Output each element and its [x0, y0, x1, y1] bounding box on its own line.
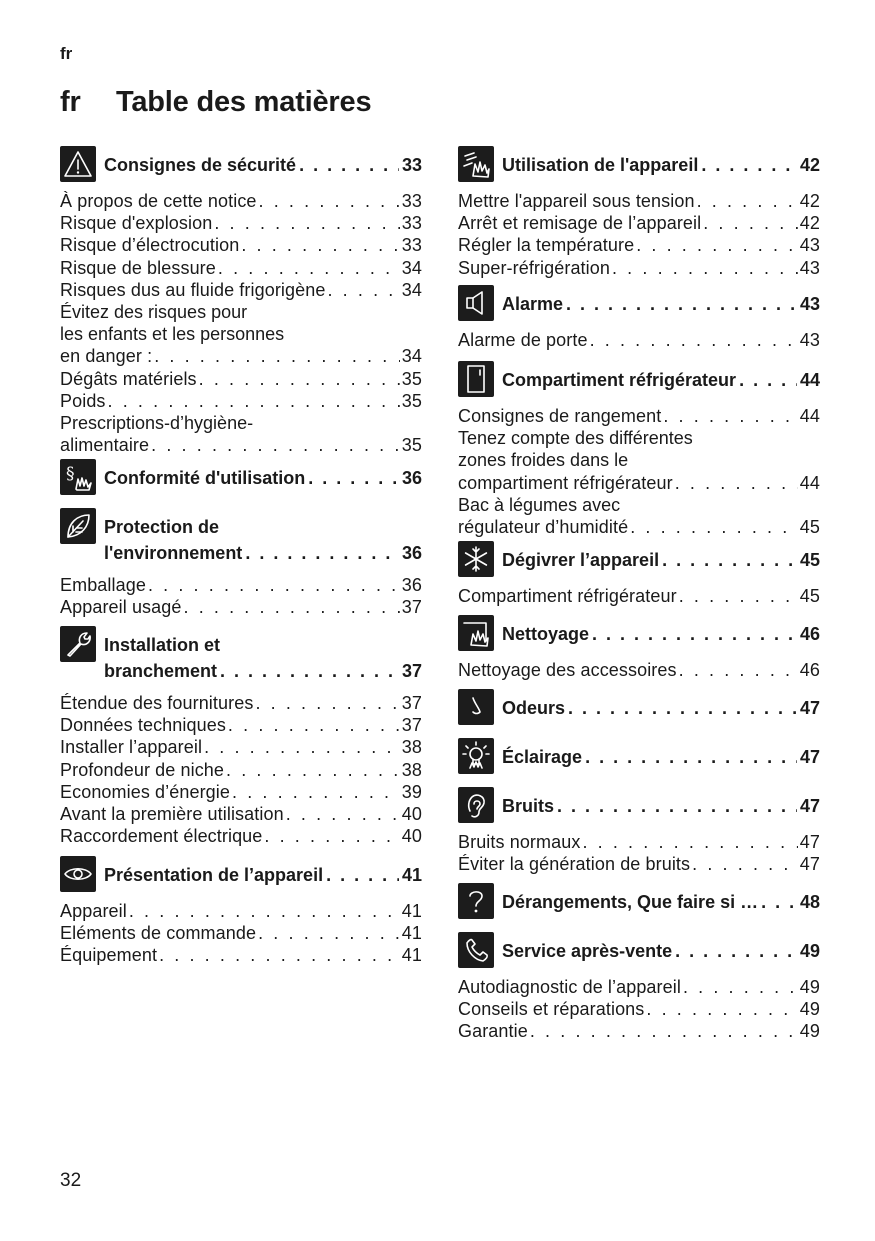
section-heading-line — [104, 465, 422, 491]
section-heading[interactable] — [458, 285, 820, 321]
dot-leader — [675, 472, 798, 494]
entry-page-number: 40 — [401, 804, 422, 825]
section-heading-text — [104, 862, 422, 888]
toc-section — [458, 738, 820, 774]
dot-leader — [264, 825, 399, 847]
section-title: Dérangements, Que faire si … — [502, 892, 759, 912]
entry-title: Éviter la génération de bruits — [458, 854, 691, 875]
dot-leader — [679, 659, 798, 681]
section-entries — [60, 900, 422, 967]
entry-page-number: 37 — [401, 715, 422, 736]
section-title: Odeurs — [502, 698, 566, 718]
toc-entry[interactable] — [60, 944, 422, 966]
dot-leader — [199, 368, 400, 390]
toc-entry[interactable] — [458, 831, 820, 853]
title-language-code: fr — [60, 86, 81, 118]
section-title: Nettoyage — [502, 624, 590, 644]
entry-title: Profondeur de niche — [60, 759, 225, 780]
section-page-number: 43 — [799, 294, 820, 314]
dot-leader — [636, 234, 798, 256]
dot-leader — [585, 744, 797, 770]
entry-title: Garantie — [458, 1021, 528, 1042]
dot-leader — [326, 862, 399, 888]
entry-page-number: 34 — [401, 346, 422, 367]
dot-leader — [679, 585, 798, 607]
leaf-icon — [60, 508, 96, 544]
toc-entry[interactable] — [60, 390, 422, 412]
section-page-number: 47 — [799, 747, 820, 767]
toc-entry[interactable] — [458, 998, 820, 1020]
dot-leader — [184, 596, 400, 618]
section-heading[interactable] — [458, 738, 820, 774]
hand-controls-icon — [458, 146, 494, 182]
entry-page-number: 44 — [799, 472, 820, 493]
cleaning-hand-icon — [458, 615, 494, 651]
entry-title: Autodiagnostic de l’appareil — [458, 977, 681, 997]
paragraph-hand-icon — [60, 459, 96, 495]
dot-leader — [697, 190, 798, 212]
section-heading[interactable] — [458, 146, 820, 182]
toc-section — [458, 932, 820, 1043]
toc-entry[interactable] — [458, 976, 820, 998]
toc-entry[interactable] — [458, 329, 820, 351]
entry-page-number: 34 — [401, 279, 422, 300]
entry-page-number: 36 — [401, 575, 422, 595]
dot-leader — [259, 190, 400, 212]
entry-page-number: 33 — [401, 191, 422, 211]
entry-page-number: 43 — [799, 235, 820, 256]
entry-title: Données techniques — [60, 715, 226, 736]
entry-page-number: 49 — [799, 999, 820, 1020]
toc-entry[interactable] — [60, 345, 422, 367]
dot-leader — [703, 212, 798, 234]
toc-section — [458, 883, 820, 919]
dot-leader — [228, 714, 400, 736]
section-heading-line — [502, 695, 820, 721]
entry-page-number: 46 — [799, 660, 820, 680]
entry-title: Risques dus au fluide frigorigène — [60, 279, 326, 300]
entry-title: Appareil usagé — [60, 597, 182, 618]
bulb-icon — [458, 738, 494, 774]
section-heading[interactable] — [458, 615, 820, 651]
toc-entry[interactable] — [60, 922, 422, 944]
entry-title: Compartiment réfrigérateur — [458, 586, 677, 606]
phone-icon — [458, 932, 494, 968]
section-page-number: 42 — [799, 155, 820, 175]
section-heading-line — [502, 938, 820, 964]
toc-section — [458, 361, 820, 538]
section-heading-text — [502, 547, 820, 573]
entry-title: Risque d’électrocution — [60, 235, 240, 256]
entry-page-number: 47 — [799, 832, 820, 852]
section-title: l'environnement — [104, 543, 243, 563]
entry-title: Mettre l'appareil sous tension — [458, 191, 695, 211]
section-heading-line — [104, 862, 422, 888]
dot-leader — [151, 434, 400, 456]
dot-leader — [204, 736, 400, 758]
section-heading-line — [502, 744, 820, 770]
entry-title-line: Tenez compte des différentes — [458, 428, 693, 449]
entry-title-line: zones froides dans le — [458, 450, 629, 471]
section-heading-text — [502, 938, 820, 964]
dot-leader — [129, 900, 400, 922]
toc-section — [458, 285, 820, 351]
section-heading[interactable] — [60, 508, 422, 566]
toc-entry[interactable] — [60, 596, 422, 618]
dot-leader — [255, 692, 399, 714]
section-heading[interactable] — [60, 459, 422, 495]
entry-title: Eléments de commande — [60, 923, 257, 944]
dot-leader — [590, 329, 798, 351]
entry-page-number: 33 — [401, 213, 422, 234]
entry-title: régulateur d’humidité — [458, 517, 629, 538]
section-title: branchement — [104, 661, 218, 681]
section-entries — [60, 190, 422, 456]
section-heading-text — [104, 514, 422, 566]
entry-page-number: 42 — [799, 213, 820, 234]
toc-section — [458, 689, 820, 725]
entry-page-number: 34 — [401, 257, 422, 278]
toc-entry[interactable] — [60, 692, 422, 714]
entry-title: Arrêt et remisage de l’appareil — [458, 213, 702, 234]
dot-leader — [582, 831, 797, 853]
dot-leader — [154, 345, 400, 367]
section-heading[interactable] — [60, 856, 422, 892]
entry-page-number: 33 — [401, 235, 422, 256]
entry-page-number: 38 — [401, 759, 422, 780]
toc-entry[interactable] — [458, 516, 820, 538]
ear-icon — [458, 787, 494, 823]
toc-section — [60, 856, 422, 967]
dot-leader — [701, 152, 797, 178]
toc-section — [458, 787, 820, 875]
section-page-number: 44 — [799, 370, 820, 390]
section-heading-line — [104, 658, 422, 684]
section-entries — [60, 692, 422, 847]
question-icon — [458, 883, 494, 919]
section-heading-text — [502, 744, 820, 770]
entry-title: Economies d’énergie — [60, 781, 230, 802]
language-tag: fr — [60, 44, 73, 63]
entry-page-number: 47 — [799, 854, 820, 875]
dot-leader — [245, 540, 399, 566]
section-entries — [458, 190, 820, 279]
toc-entry[interactable] — [458, 257, 820, 279]
section-heading[interactable] — [458, 541, 820, 577]
dot-leader — [662, 547, 797, 573]
dot-leader — [148, 574, 400, 596]
entry-page-number: 41 — [401, 945, 422, 966]
entry-page-number: 42 — [799, 191, 820, 211]
entry-page-number: 37 — [401, 597, 422, 618]
entry-title: Nettoyage des accessoires — [458, 660, 677, 680]
entry-title-line: Prescriptions-d’hygiène- — [60, 413, 254, 434]
entry-title: Bruits normaux — [458, 832, 581, 852]
entry-title: Avant la première utilisation — [60, 804, 284, 825]
entry-page-number: 43 — [799, 257, 820, 278]
toc-section — [458, 615, 820, 681]
toc-entry[interactable] — [60, 234, 422, 256]
section-heading[interactable] — [60, 626, 422, 684]
fridge-icon — [458, 361, 494, 397]
section-page-number: 33 — [401, 155, 422, 175]
section-heading[interactable] — [458, 689, 820, 725]
toc-entry[interactable] — [60, 803, 422, 825]
entry-title: Alarme de porte — [458, 330, 588, 350]
section-heading-line — [104, 540, 422, 566]
entry-page-number: 40 — [401, 826, 422, 847]
section-page-number: 46 — [799, 624, 820, 644]
entry-title: Risque d'explosion — [60, 213, 213, 234]
toc-entry[interactable] — [60, 190, 422, 212]
entry-title: Installer l’appareil — [60, 737, 203, 758]
entry-title-line: les enfants et les personnes — [60, 324, 285, 345]
dot-leader — [232, 781, 400, 803]
entry-title: Équipement — [60, 945, 158, 966]
entry-page-number: 41 — [401, 923, 422, 944]
entry-title: Risque de blessure — [60, 257, 216, 278]
section-title: Bruits — [502, 796, 555, 816]
entry-page-number: 49 — [799, 1021, 820, 1042]
dot-leader — [108, 390, 400, 412]
dot-leader — [258, 922, 400, 944]
section-heading-line — [502, 367, 820, 393]
section-heading-line — [104, 632, 422, 658]
entry-page-number: 45 — [799, 586, 820, 606]
dot-leader — [630, 516, 798, 538]
entry-title: Appareil — [60, 901, 127, 921]
section-heading-line — [502, 793, 820, 819]
entry-page-number: 49 — [799, 977, 820, 997]
dot-leader — [218, 257, 400, 279]
section-heading-text — [502, 889, 820, 915]
dot-leader — [530, 1020, 798, 1042]
entry-page-number: 45 — [799, 517, 820, 538]
toc-entry[interactable] — [60, 759, 422, 781]
dot-leader — [568, 695, 797, 721]
section-page-number: 47 — [799, 698, 820, 718]
nose-icon — [458, 689, 494, 725]
section-title: Éclairage — [502, 747, 583, 767]
section-page-number: 45 — [799, 550, 820, 570]
entry-page-number: 37 — [401, 693, 422, 713]
section-entries — [458, 976, 820, 1043]
entry-title: Conseils et réparations — [458, 999, 645, 1020]
dot-leader — [226, 759, 400, 781]
dot-leader — [286, 803, 400, 825]
toc-section — [60, 626, 422, 847]
dot-leader — [761, 889, 797, 915]
svg-text:§: § — [66, 464, 75, 484]
dot-leader — [308, 465, 399, 491]
entry-title: Emballage — [60, 575, 146, 595]
entry-title: Poids — [60, 390, 106, 411]
dot-leader — [675, 938, 797, 964]
dot-leader — [214, 212, 399, 234]
entry-page-number: 35 — [401, 368, 422, 389]
entry-page-number: 43 — [799, 330, 820, 350]
snowflake-icon — [458, 541, 494, 577]
dot-leader — [612, 257, 798, 279]
toc-entry[interactable] — [458, 472, 820, 494]
section-heading-text — [502, 695, 820, 721]
toc-section — [60, 146, 422, 456]
section-title: Consignes de sécurité — [104, 155, 297, 175]
dot-leader — [646, 998, 797, 1020]
toc-entry[interactable] — [60, 368, 422, 390]
entry-title: Dégâts matériels — [60, 368, 197, 389]
section-title: Dégivrer l’appareil — [502, 550, 660, 570]
toc-section — [60, 459, 422, 495]
entry-page-number: 41 — [401, 901, 422, 921]
dot-leader — [327, 279, 399, 301]
section-entries — [458, 831, 820, 875]
entry-title: Raccordement électrique — [60, 826, 263, 847]
toc-entry[interactable] — [60, 279, 422, 301]
section-page-number: 36 — [401, 468, 422, 488]
entry-title: À propos de cette notice — [60, 191, 257, 211]
section-entries — [458, 585, 820, 607]
section-heading-text — [104, 632, 422, 684]
toc-entry[interactable] — [60, 434, 422, 456]
section-page-number: 36 — [401, 543, 422, 563]
section-heading[interactable] — [458, 932, 820, 968]
section-title: Compartiment réfrigérateur — [502, 370, 737, 390]
section-heading-line — [104, 514, 422, 540]
toc-entry[interactable] — [60, 257, 422, 279]
section-heading-line — [502, 621, 820, 647]
toc-entry[interactable] — [458, 1020, 820, 1042]
entry-title: en danger : — [60, 346, 153, 367]
dot-leader — [220, 658, 399, 684]
warning-triangle-icon — [60, 146, 96, 182]
dot-leader — [592, 621, 797, 647]
toc-entry[interactable] — [458, 659, 820, 681]
entry-title: alimentaire — [60, 435, 150, 456]
entry-title-line: Bac à légumes avec — [458, 494, 621, 515]
eye-icon — [60, 856, 96, 892]
toc-entry[interactable] — [458, 212, 820, 234]
entry-title: Consignes de rangement — [458, 406, 662, 426]
section-heading-line — [502, 152, 820, 178]
section-heading-text — [502, 621, 820, 647]
section-title: Alarme — [502, 294, 564, 314]
section-heading[interactable] — [458, 361, 820, 397]
section-page-number: 49 — [799, 941, 820, 961]
dot-leader — [299, 152, 399, 178]
section-entries — [458, 659, 820, 681]
entry-title: compartiment réfrigérateur — [458, 472, 673, 493]
section-heading[interactable] — [458, 883, 820, 919]
toc-section — [458, 146, 820, 279]
dot-leader — [683, 976, 798, 998]
section-title: Service après-vente — [502, 941, 673, 961]
toc-entry[interactable] — [60, 900, 422, 922]
entry-page-number: 44 — [799, 406, 820, 426]
section-entries — [60, 574, 422, 618]
wrench-icon — [60, 626, 96, 662]
toc-section — [60, 508, 422, 618]
section-title-line1: Protection de — [104, 517, 220, 537]
entry-page-number: 35 — [401, 435, 422, 456]
dot-leader — [739, 367, 797, 393]
toc-entry[interactable] — [458, 234, 820, 256]
section-title-line1: Installation et — [104, 635, 221, 655]
section-heading-line — [502, 291, 820, 317]
toc-entry[interactable] — [60, 825, 422, 847]
section-heading[interactable] — [458, 787, 820, 823]
dot-leader — [159, 944, 400, 966]
toc-entry[interactable] — [60, 736, 422, 758]
toc-section — [458, 541, 820, 607]
page-number: 32 — [60, 1170, 82, 1191]
toc-entry[interactable] — [458, 585, 820, 607]
entry-page-number: 39 — [401, 781, 422, 802]
dot-leader — [557, 793, 797, 819]
toc-entry[interactable] — [60, 714, 422, 736]
entry-title: Étendue des fournitures — [60, 693, 254, 713]
toc-entry[interactable] — [60, 781, 422, 803]
toc-entry[interactable] — [458, 405, 820, 427]
section-entries — [458, 329, 820, 351]
section-title: Présentation de l’appareil — [104, 865, 324, 885]
toc-entry[interactable] — [458, 853, 820, 875]
section-title: Utilisation de l'appareil — [502, 155, 699, 175]
section-heading-line — [502, 547, 820, 573]
entry-title: Régler la température — [458, 235, 635, 256]
section-heading[interactable] — [60, 146, 422, 182]
speaker-icon — [458, 285, 494, 321]
section-page-number: 37 — [401, 661, 422, 681]
dot-leader — [241, 234, 399, 256]
section-heading-text — [104, 465, 422, 491]
entry-title-line: Évitez des risques pour — [60, 302, 248, 323]
section-heading-text — [502, 367, 820, 393]
section-heading-text — [104, 152, 422, 178]
section-heading-line — [502, 889, 820, 915]
entry-page-number: 38 — [401, 737, 422, 758]
section-entries — [458, 405, 820, 538]
page-title — [60, 86, 371, 119]
section-heading-text — [502, 793, 820, 819]
toc-entry[interactable] — [60, 574, 422, 596]
entry-title: Super-réfrigération — [458, 257, 610, 278]
entry-page-number: 35 — [401, 390, 422, 411]
section-page-number: 47 — [799, 796, 820, 816]
title-text: Table des matières — [116, 86, 372, 118]
section-heading-text — [502, 291, 820, 317]
section-heading-text — [502, 152, 820, 178]
section-page-number: 41 — [401, 865, 422, 885]
section-page-number: 48 — [799, 892, 820, 912]
section-heading-line — [104, 152, 422, 178]
toc-entry[interactable] — [458, 190, 820, 212]
dot-leader — [566, 291, 797, 317]
toc-entry[interactable] — [60, 212, 422, 234]
dot-leader — [692, 853, 798, 875]
section-title: Conformité d'utilisation — [104, 468, 306, 488]
dot-leader — [663, 405, 797, 427]
